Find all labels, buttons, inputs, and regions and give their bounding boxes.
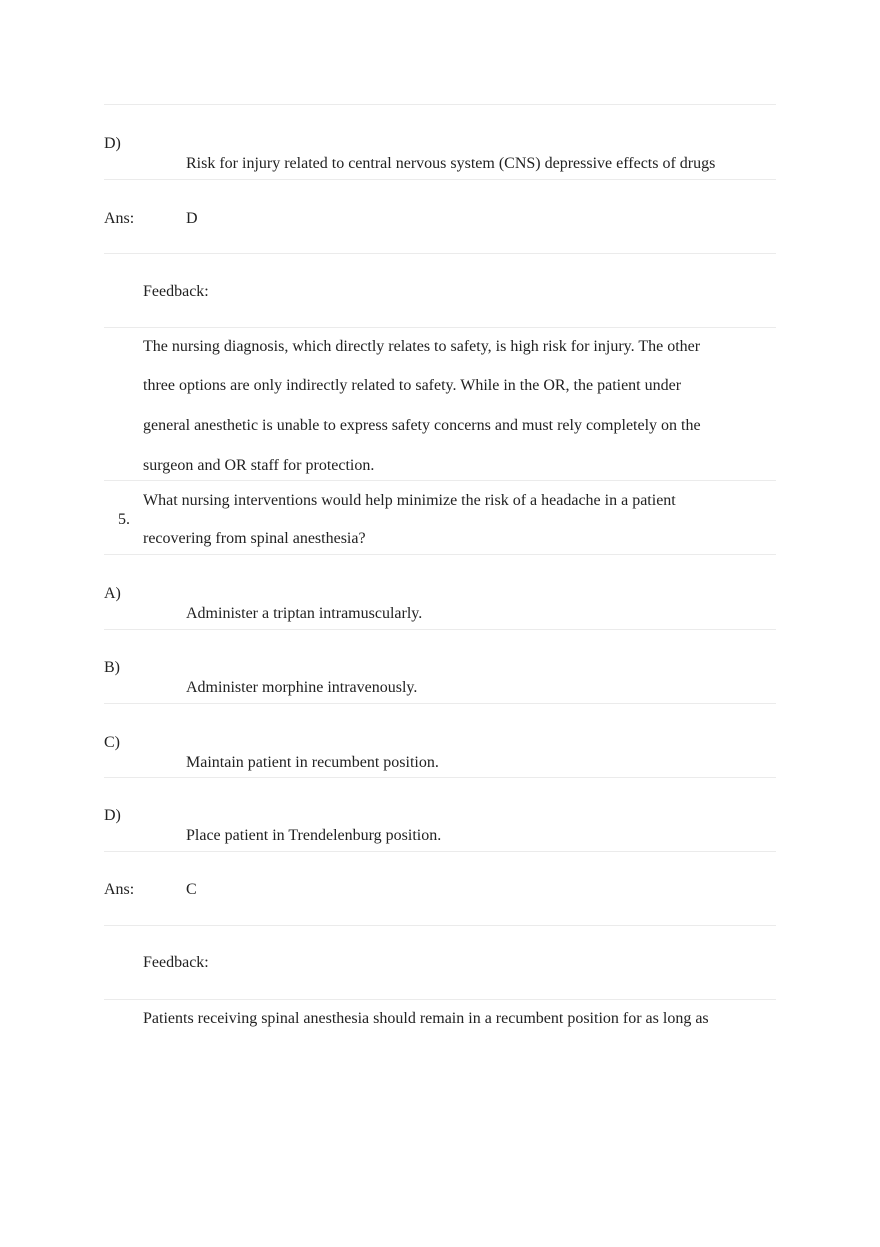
answer-label: Ans: [104, 210, 135, 227]
option-text: Administer morphine intravenously. [186, 679, 418, 696]
divider [104, 179, 776, 180]
divider [104, 777, 776, 778]
divider [104, 480, 776, 481]
option-text: Administer a triptan intramuscularly. [186, 605, 423, 622]
divider [104, 554, 776, 555]
divider [104, 104, 776, 105]
divider [104, 253, 776, 254]
option-letter: C) [104, 734, 120, 751]
question-stem-line: recovering from spinal anesthesia? [143, 530, 366, 547]
option-text: Maintain patient in recumbent position. [186, 754, 439, 771]
option-text: Place patient in Trendelenburg position. [186, 827, 442, 844]
divider [104, 703, 776, 704]
option-letter: A) [104, 585, 121, 602]
option-letter: D) [104, 135, 121, 152]
option-text: Risk for injury related to central nervous system (CNS) depressive effects of drugs [186, 155, 716, 172]
feedback-text-line: surgeon and OR staff for protection. [143, 457, 375, 474]
answer-value: D [186, 210, 198, 227]
feedback-text-line: three options are only indirectly related to safety. While in the OR, the patient under [143, 377, 682, 394]
divider [104, 629, 776, 630]
answer-value: C [186, 881, 197, 898]
feedback-text-line: Patients receiving spinal anesthesia should remain in a recumbent position for as long as [143, 1010, 709, 1027]
feedback-label: Feedback: [143, 283, 209, 300]
answer-label: Ans: [104, 881, 135, 898]
divider [104, 925, 776, 926]
question-stem-line: What nursing interventions would help minimize the risk of a headache in a patient [143, 492, 676, 509]
divider [104, 327, 776, 328]
feedback-text-line: The nursing diagnosis, which directly relates to safety, is high risk for injury. The other [143, 338, 701, 355]
feedback-label: Feedback: [143, 954, 209, 971]
question-number: 5. [118, 511, 130, 528]
divider [104, 851, 776, 852]
feedback-text-line: general anesthetic is unable to express safety concerns and must rely completely on the [143, 417, 701, 434]
divider [104, 999, 776, 1000]
option-letter: B) [104, 659, 120, 676]
option-letter: D) [104, 807, 121, 824]
